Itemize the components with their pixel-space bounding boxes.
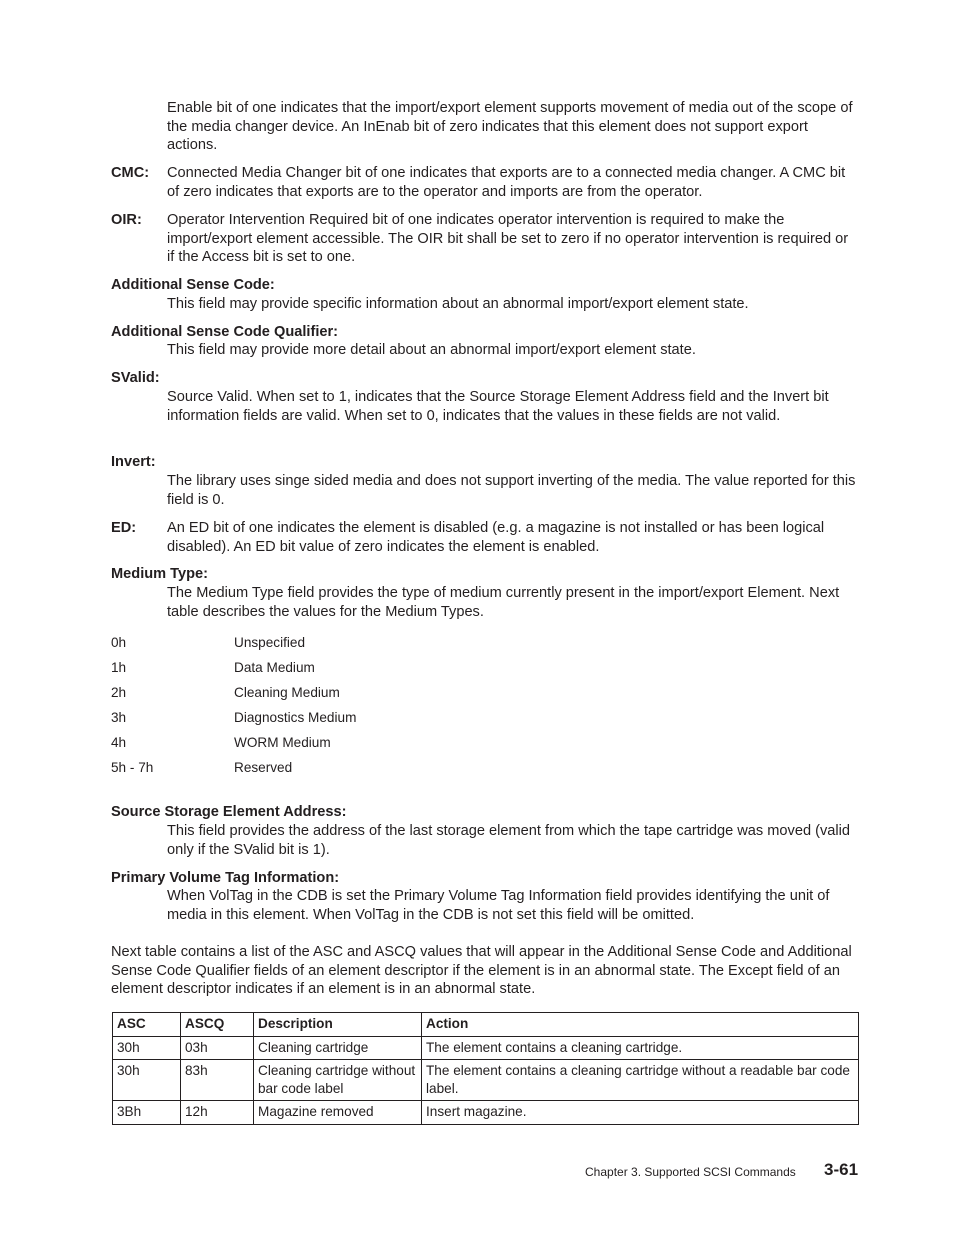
ascq-term: Additional Sense Code Qualifier: — [111, 324, 339, 340]
cell-ascq: 83h — [181, 1060, 254, 1101]
invert-description: The library uses singe sided media and does not support inverting of the media. The value reported for this field is 0. — [167, 473, 856, 508]
asc-term: Additional Sense Code: — [111, 277, 275, 293]
table-intro: Next table contains a list of the ASC and ASCQ values that will appear in the Additional Sense Code and Additional Sense Code Qualifier fields of an element descriptor if the element is in an abnormal state. The Except field of an element descriptor indicates if an element is in an abnormal state. — [111, 944, 852, 998]
cell-asc: 30h — [113, 1060, 181, 1101]
medium-type-description: The Medium Type field provides the type of medium currently present in the import/export Element. Next table describes the values for the Medium Types. — [167, 585, 840, 620]
medium-type-desc: Diagnostics Medium — [234, 710, 357, 725]
medium-type-code: 1h — [111, 660, 127, 675]
cmc-term: CMC: — [111, 165, 150, 181]
svalid-description: Source Valid. When set to 1, indicates that the Source Storage Element Address field and the Invert bit information fields are valid. When set to 0, indicates that the values in these fields are not valid. — [167, 389, 829, 424]
cell-asc: 30h — [113, 1036, 181, 1060]
medium-type-desc: Unspecified — [234, 635, 306, 650]
medium-type-term: Medium Type: — [111, 566, 209, 582]
ed-description: An ED bit of one indicates the element is disabled (e.g. a magazine is not installed or has been logical disabled). An ED bit value of zero indicates the element is enabled. — [167, 520, 825, 555]
oir-description: Operator Intervention Required bit of one indicates operator intervention is required to make the import/export element accessible. The OIR bit shall be set to zero if no operator intervention is required or if the Access bit is set to one. — [167, 212, 849, 266]
cell-description: Cleaning cartridge without bar code label — [254, 1060, 422, 1101]
medium-type-code: 3h — [111, 710, 127, 725]
column-header-action: Action — [422, 1013, 859, 1037]
cell-ascq: 03h — [181, 1036, 254, 1060]
medium-type-code: 0h — [111, 635, 127, 650]
medium-type-desc: WORM Medium — [234, 735, 331, 750]
intro-continuation: Enable bit of one indicates that the import/export element supports movement of media out of the scope of the media changer device. An InEnab bit of zero indicates that this element does not support export actions. — [167, 100, 853, 154]
source-address-term: Source Storage Element Address: — [111, 804, 347, 820]
column-header-ascq: ASCQ — [181, 1013, 254, 1037]
source-address-description: This field provides the address of the last storage element from which the tape cartridge was moved (valid only if the SValid bit is 1). — [167, 823, 850, 858]
cell-action: The element contains a cleaning cartridge. — [422, 1036, 859, 1060]
table-row — [113, 1101, 859, 1125]
medium-type-code: 4h — [111, 735, 127, 750]
column-header-asc: ASC — [113, 1013, 181, 1037]
oir-term: OIR: — [111, 212, 142, 228]
table-row — [113, 1036, 859, 1060]
cell-asc: 3Bh — [113, 1101, 181, 1125]
medium-type-desc: Cleaning Medium — [234, 685, 340, 700]
footer-chapter-title: Chapter 3. Supported SCSI Commands — [585, 1165, 796, 1179]
medium-type-code: 5h - 7h — [111, 760, 154, 775]
cell-action: Insert magazine. — [422, 1101, 859, 1125]
ascq-description: This field may provide more detail about an abnormal import/export element state. — [167, 342, 696, 358]
pvti-term: Primary Volume Tag Information: — [111, 870, 340, 886]
invert-term: Invert: — [111, 454, 156, 470]
cell-action: The element contains a cleaning cartridge without a readable bar code label. — [422, 1060, 859, 1101]
asc-description: This field may provide specific information about an abnormal import/export element state. — [167, 296, 749, 312]
table-row — [113, 1060, 859, 1101]
page-number: 3-61 — [824, 1160, 859, 1179]
medium-type-code: 2h — [111, 685, 127, 700]
pvti-description: When VolTag in the CDB is set the Primary Volume Tag Information field provides identifying the unit of media in this element. When VolTag in the CDB is not set this field will be omitted. — [167, 888, 830, 923]
table-header-row — [113, 1013, 859, 1037]
cmc-description: Connected Media Changer bit of one indicates that exports are to a connected media changer. A CMC bit of zero indicates that exports are to the operator and imports are from the operator. — [167, 165, 846, 200]
cell-description: Magazine removed — [254, 1101, 422, 1125]
medium-type-desc: Data Medium — [234, 660, 315, 675]
column-header-description: Description — [254, 1013, 422, 1037]
medium-type-desc: Reserved — [234, 760, 293, 775]
ed-term: ED: — [111, 520, 137, 536]
cell-description: Cleaning cartridge — [254, 1036, 422, 1060]
cell-ascq: 12h — [181, 1101, 254, 1125]
svalid-term: SValid: — [111, 370, 160, 386]
asc-ascq-table — [112, 1012, 859, 1125]
